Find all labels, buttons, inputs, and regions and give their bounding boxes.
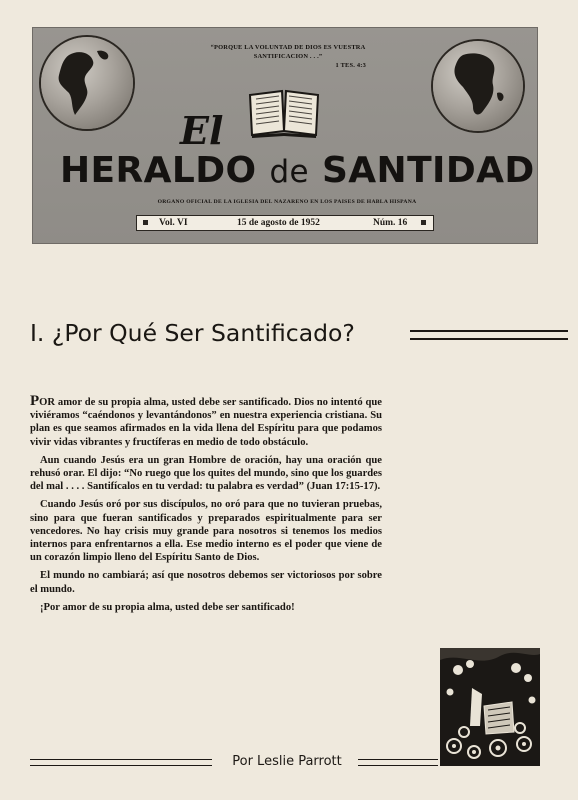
- masthead: [32, 27, 538, 244]
- verse-reference: 1 TES. 4:3: [335, 62, 366, 69]
- ornament-left: [143, 220, 148, 225]
- byline-rule-left: [30, 759, 212, 766]
- paragraph-4: El mundo no cambiará; así que nosotros debemos ser victoriosos por sobre el mundo.: [30, 570, 382, 595]
- issue-date: 15 de agosto de 1952: [237, 218, 320, 228]
- issue-number: Núm. 16: [373, 218, 408, 228]
- woodcut-illustration: [440, 648, 540, 766]
- issue-info-bar: [136, 215, 434, 231]
- globe-americas-icon: [41, 37, 133, 129]
- title-heraldo: HERALDO: [60, 150, 257, 191]
- byline-row: [30, 752, 440, 772]
- paragraph-2: Aun cuando Jesús era un gran Hombre de oración, hay una oración que rehusó orar. El dijo: “No ruego que los quites del mundo, sino que los guardes del mal . . . . Santifícalos en tu verdad: tu palabra es verdad” (Juan 17:15-17).: [30, 454, 382, 493]
- globe-africa-icon: [433, 41, 523, 131]
- title-de: de: [269, 154, 310, 190]
- article-heading: I. ¿Por Qué Ser Santificado?: [30, 319, 355, 347]
- paragraph-3: Cuando Jesús oró por sus discípulos, no oró para que no tuvieran pruebas, sino para que fueran santificados y preparados espiritualmente para ser vencedores. No hay crisis muy grande para nosotros si tenemos los medios internos para enfrentarnos a ella. Ese medio interno es el poder que viene de un corazón limpio lleno del Espíritu Santo de Dios.: [30, 499, 382, 564]
- article-heading-row: [30, 316, 550, 352]
- byline-rule-right: [358, 759, 438, 766]
- open-bible-icon: [246, 87, 322, 144]
- masthead-title: [60, 150, 535, 192]
- author-byline: Por Leslie Parrott: [232, 754, 342, 769]
- title-santidad: SANTIDAD: [321, 150, 535, 191]
- title-el: El: [180, 108, 224, 153]
- article-body: [30, 393, 382, 619]
- epigraph-verse: [182, 43, 394, 70]
- ornament-right: [421, 220, 426, 225]
- drop-cap: P: [30, 393, 40, 409]
- masthead-subtitle: ORGANO OFICIAL DE LA IGLESIA DEL NAZARENO EN LOS PAISES DE HABLA HISPANA: [157, 199, 417, 205]
- verse-line-1: “PORQUE LA VOLUNTAD DE DIOS ES VUESTRA: [210, 44, 366, 51]
- volume-label: Vol. VI: [159, 218, 188, 228]
- paragraph-5: ¡Por amor de su propia alma, usted debe ser santificado!: [40, 601, 295, 613]
- heading-double-rule: [410, 330, 568, 340]
- verse-line-2: SANTIFICACION . . .”: [253, 53, 323, 60]
- paragraph-1-text: OR amor de su propia alma, usted debe ser santificado. Dios no intentó que viviéramos “caéndonos y levantándonos” en nuestra experiencia cristiana. Su plan es que seamos afirmados en la vida llena del Espíritu para que podamos vivir vidas vibrantes y fructíferas en medio de todo obstáculo.: [30, 397, 382, 448]
- paragraph-1: [30, 393, 382, 449]
